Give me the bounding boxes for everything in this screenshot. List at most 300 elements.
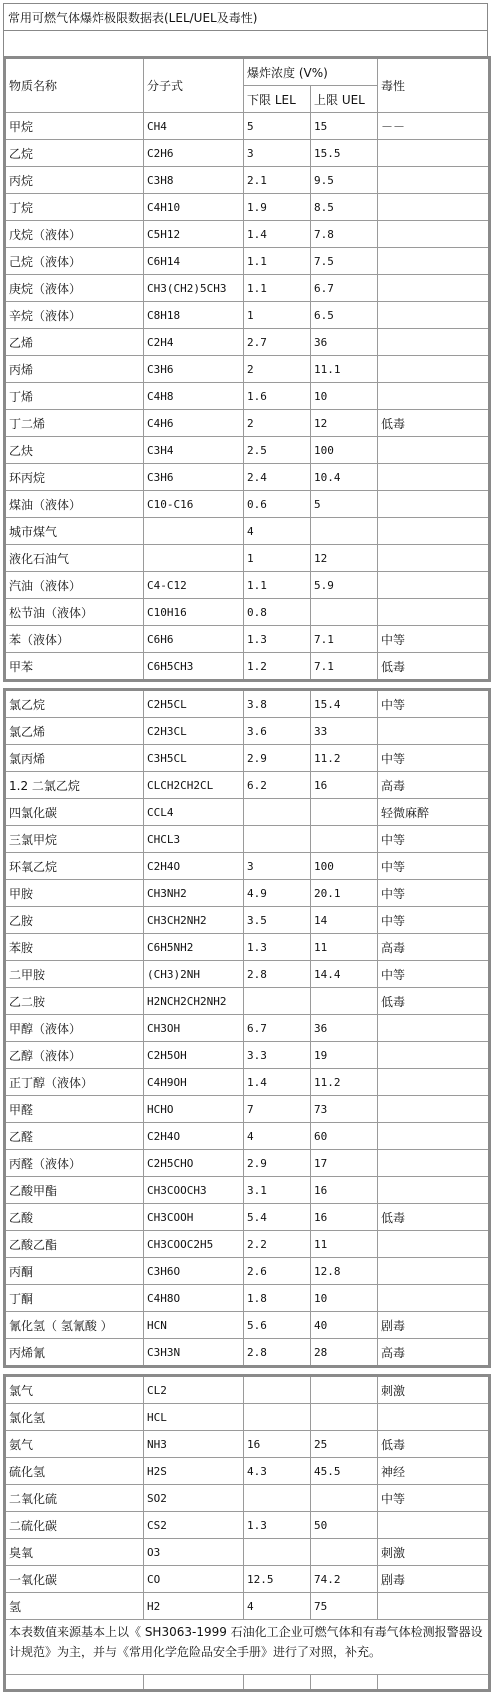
table-row <box>5 1231 490 1258</box>
cell-toxicity <box>378 221 490 248</box>
cell-name: 丙醛（液体） <box>5 1150 144 1177</box>
cell-toxicity: 中等 <box>378 1485 490 1512</box>
cell-lel: 1.1 <box>244 248 311 275</box>
cell-toxicity: 高毒 <box>378 1339 490 1367</box>
cell-formula: (CH3)2NH <box>144 961 244 988</box>
cell-toxicity: 低毒 <box>378 1431 490 1458</box>
cell-lel: 1.2 <box>244 653 311 681</box>
cell-name: 乙酸乙酯 <box>5 1231 144 1258</box>
cell-lel <box>244 1539 311 1566</box>
cell-name: 二硫化碳 <box>5 1512 144 1539</box>
header-row <box>5 58 490 86</box>
cell-uel: 10 <box>311 383 378 410</box>
cell-name: 甲烷 <box>5 113 144 140</box>
cell-lel <box>244 799 311 826</box>
cell-toxicity: 低毒 <box>378 988 490 1015</box>
cell-lel: 5.4 <box>244 1204 311 1231</box>
cell-name: 乙二胺 <box>5 988 144 1015</box>
cell-name: 丙烯 <box>5 356 144 383</box>
cell-formula: C3H8 <box>144 167 244 194</box>
table-row <box>5 329 490 356</box>
cell-toxicity: 剧毒 <box>378 1566 490 1593</box>
cell-toxicity <box>378 1069 490 1096</box>
table-row <box>5 1376 490 1404</box>
cell-formula: C4-C12 <box>144 572 244 599</box>
cell-uel: 11 <box>311 1231 378 1258</box>
cell-formula: C2H3CL <box>144 718 244 745</box>
cell-name: 二氧化硫 <box>5 1485 144 1512</box>
cell-name: 环丙烷 <box>5 464 144 491</box>
cell-formula: C2H5OH <box>144 1042 244 1069</box>
source-note: 本表数值来源基本上以《 SH3063-1999 石油化工企业可燃气体和有毒气体检测报警器设计规范》为主，并与《常用化学危险品安全手册》进行了对照，补充。 <box>5 1620 490 1675</box>
cell-lel: 2.4 <box>244 464 311 491</box>
cell-name: 丁二烯 <box>5 410 144 437</box>
cell-name: 乙醛 <box>5 1123 144 1150</box>
cell-formula: C2H4O <box>144 853 244 880</box>
cell-lel: 3 <box>244 140 311 167</box>
cell-toxicity <box>378 356 490 383</box>
cell-uel: 6.7 <box>311 275 378 302</box>
cell-lel: 1.4 <box>244 1069 311 1096</box>
cell-formula: CHCL3 <box>144 826 244 853</box>
cell-name: 环氧乙烷 <box>5 853 144 880</box>
cell-uel: 28 <box>311 1339 378 1367</box>
cell-formula: CH3COOH <box>144 1204 244 1231</box>
cell-uel: 7.8 <box>311 221 378 248</box>
cell-toxicity: 中等 <box>378 690 490 718</box>
cell-name: 甲醛 <box>5 1096 144 1123</box>
cell-name: 甲苯 <box>5 653 144 681</box>
table-row <box>5 907 490 934</box>
cell-lel: 1.1 <box>244 572 311 599</box>
table-row <box>5 464 490 491</box>
cell-uel: 73 <box>311 1096 378 1123</box>
cell-lel: 2.9 <box>244 745 311 772</box>
cell-formula: CCL4 <box>144 799 244 826</box>
cell-toxicity: 高毒 <box>378 772 490 799</box>
cell-lel: 2 <box>244 356 311 383</box>
cell-toxicity <box>378 1015 490 1042</box>
cell-lel: 1 <box>244 302 311 329</box>
cell-name: 苯（液体） <box>5 626 144 653</box>
table-row <box>5 140 490 167</box>
header-toxicity: 毒性 <box>378 58 490 113</box>
cell-lel: 4.9 <box>244 880 311 907</box>
cell-uel <box>311 599 378 626</box>
cell-uel: 6.5 <box>311 302 378 329</box>
cell-toxicity <box>378 545 490 572</box>
cell-name: 甲胺 <box>5 880 144 907</box>
cell-toxicity: －－ <box>378 113 490 140</box>
cell-toxicity: 中等 <box>378 961 490 988</box>
cell-formula: C6H14 <box>144 248 244 275</box>
cell-formula: C6H6 <box>144 626 244 653</box>
cell-name: 丁烯 <box>5 383 144 410</box>
cell-formula: CH4 <box>144 113 244 140</box>
cell-uel <box>311 988 378 1015</box>
cell-uel: 17 <box>311 1150 378 1177</box>
table-row <box>5 1312 490 1339</box>
table-row <box>5 961 490 988</box>
cell-name: 乙炔 <box>5 437 144 464</box>
cell-uel: 14 <box>311 907 378 934</box>
cell-formula: CH3CH2NH2 <box>144 907 244 934</box>
table-row <box>5 599 490 626</box>
cell-lel: 6.7 <box>244 1015 311 1042</box>
cell-lel: 2.2 <box>244 1231 311 1258</box>
table-row <box>5 1150 490 1177</box>
table-row <box>5 572 490 599</box>
table-row <box>5 383 490 410</box>
table-row <box>5 826 490 853</box>
table-row <box>5 491 490 518</box>
cell-lel: 7 <box>244 1096 311 1123</box>
cell-uel <box>311 1376 378 1404</box>
table-row <box>5 1431 490 1458</box>
cell-uel: 40 <box>311 1312 378 1339</box>
cell-toxicity <box>378 383 490 410</box>
cell-lel: 1.3 <box>244 626 311 653</box>
cell-toxicity <box>378 1231 490 1258</box>
cell-lel: 2.1 <box>244 167 311 194</box>
table-row <box>5 410 490 437</box>
cell-toxicity <box>378 275 490 302</box>
table-row <box>5 799 490 826</box>
cell-formula: C2H6 <box>144 140 244 167</box>
cell-uel: 20.1 <box>311 880 378 907</box>
cell-uel: 16 <box>311 772 378 799</box>
cell-name: 正丁醇（液体） <box>5 1069 144 1096</box>
cell-uel: 10.4 <box>311 464 378 491</box>
cell-name: 硫化氢 <box>5 1458 144 1485</box>
cell-uel: 7.1 <box>311 626 378 653</box>
cell-formula: NH3 <box>144 1431 244 1458</box>
cell-toxicity <box>378 1096 490 1123</box>
cell-name: 氯丙烯 <box>5 745 144 772</box>
cell-uel: 12 <box>311 410 378 437</box>
cell-toxicity <box>378 718 490 745</box>
cell-name: 戊烷（液体） <box>5 221 144 248</box>
page-title: 常用可燃气体爆炸极限数据表(LEL/UEL及毒性) <box>3 3 488 30</box>
table-row <box>5 934 490 961</box>
header-lower: 下限 LEL <box>244 86 311 113</box>
table-row <box>5 437 490 464</box>
cell-name: 乙酸 <box>5 1204 144 1231</box>
cell-uel: 45.5 <box>311 1458 378 1485</box>
cell-formula: O3 <box>144 1539 244 1566</box>
cell-toxicity <box>378 599 490 626</box>
cell-formula <box>144 545 244 572</box>
cell-toxicity <box>378 248 490 275</box>
cell-name: 庚烷（液体） <box>5 275 144 302</box>
cell-toxicity: 低毒 <box>378 410 490 437</box>
cell-toxicity: 中等 <box>378 907 490 934</box>
cell-uel: 14.4 <box>311 961 378 988</box>
table-row <box>5 545 490 572</box>
header-name: 物质名称 <box>5 58 144 113</box>
cell-toxicity: 中等 <box>378 880 490 907</box>
cell-formula: C3H6O <box>144 1258 244 1285</box>
cell-name: 二甲胺 <box>5 961 144 988</box>
cell-formula: HCN <box>144 1312 244 1339</box>
blank-row <box>3 30 488 56</box>
cell-name: 丁酮 <box>5 1285 144 1312</box>
cell-lel: 4 <box>244 1123 311 1150</box>
cell-toxicity <box>378 140 490 167</box>
cell-lel: 2.7 <box>244 329 311 356</box>
table-row <box>5 1593 490 1620</box>
table-hydrocarbons <box>3 56 491 682</box>
table-row <box>5 275 490 302</box>
cell-toxicity: 低毒 <box>378 653 490 681</box>
cell-lel <box>244 1485 311 1512</box>
cell-formula: HCHO <box>144 1096 244 1123</box>
cell-formula: C6H5NH2 <box>144 934 244 961</box>
cell-uel: 33 <box>311 718 378 745</box>
cell-name: 臭氧 <box>5 1539 144 1566</box>
cell-formula <box>144 518 244 545</box>
cell-lel: 6.2 <box>244 772 311 799</box>
cell-name: 氯化氢 <box>5 1404 144 1431</box>
cell-formula: H2NCH2CH2NH2 <box>144 988 244 1015</box>
cell-lel: 2.8 <box>244 1339 311 1367</box>
table-row <box>5 518 490 545</box>
header-upper: 上限 UEL <box>311 86 378 113</box>
cell-name: 1.2 二氯乙烷 <box>5 772 144 799</box>
cell-uel: 74.2 <box>311 1566 378 1593</box>
cell-lel: 3.5 <box>244 907 311 934</box>
cell-formula: CH3(CH2)5CH3 <box>144 275 244 302</box>
cell-toxicity: 中等 <box>378 853 490 880</box>
cell-lel: 1.4 <box>244 221 311 248</box>
table-row <box>5 1404 490 1431</box>
cell-formula: C2H4 <box>144 329 244 356</box>
cell-formula: C2H4O <box>144 1123 244 1150</box>
cell-name: 乙烯 <box>5 329 144 356</box>
cell-name: 四氯化碳 <box>5 799 144 826</box>
cell-lel: 16 <box>244 1431 311 1458</box>
table-row <box>5 1015 490 1042</box>
table-row <box>5 167 490 194</box>
cell-uel: 7.1 <box>311 653 378 681</box>
cell-name: 丙烯氰 <box>5 1339 144 1367</box>
cell-lel: 4 <box>244 518 311 545</box>
cell-toxicity <box>378 464 490 491</box>
cell-uel <box>311 1539 378 1566</box>
cell-name: 氯乙烯 <box>5 718 144 745</box>
cell-toxicity <box>378 518 490 545</box>
cell-toxicity <box>378 491 490 518</box>
cell-toxicity <box>378 437 490 464</box>
cell-name: 城市煤气 <box>5 518 144 545</box>
cell-uel: 5 <box>311 491 378 518</box>
cell-toxicity <box>378 1593 490 1620</box>
cell-lel: 1.9 <box>244 194 311 221</box>
table-row <box>5 194 490 221</box>
cell-formula: C3H5CL <box>144 745 244 772</box>
cell-formula: CO <box>144 1566 244 1593</box>
table-row <box>5 653 490 681</box>
cell-name: 丙酮 <box>5 1258 144 1285</box>
cell-name: 氰化氢（ 氢氰酸 ） <box>5 1312 144 1339</box>
cell-toxicity <box>378 302 490 329</box>
cell-toxicity <box>378 1150 490 1177</box>
cell-formula: C4H8O <box>144 1285 244 1312</box>
cell-toxicity: 高毒 <box>378 934 490 961</box>
cell-toxicity <box>378 1404 490 1431</box>
table-row <box>5 1177 490 1204</box>
table-row <box>5 1458 490 1485</box>
table-row <box>5 302 490 329</box>
cell-lel: 1.1 <box>244 275 311 302</box>
cell-toxicity <box>378 1123 490 1150</box>
cell-name: 松节油（液体） <box>5 599 144 626</box>
cell-uel: 11.1 <box>311 356 378 383</box>
cell-name: 乙烷 <box>5 140 144 167</box>
cell-formula: CS2 <box>144 1512 244 1539</box>
cell-name: 苯胺 <box>5 934 144 961</box>
cell-formula: CH3COOCH3 <box>144 1177 244 1204</box>
cell-lel: 0.6 <box>244 491 311 518</box>
cell-lel: 1 <box>244 545 311 572</box>
cell-lel: 4.3 <box>244 1458 311 1485</box>
table-row <box>5 221 490 248</box>
table-row <box>5 356 490 383</box>
cell-formula: C2H5CHO <box>144 1150 244 1177</box>
cell-toxicity: 刺激 <box>378 1539 490 1566</box>
cell-uel: 60 <box>311 1123 378 1150</box>
cell-name: 己烷（液体） <box>5 248 144 275</box>
table-row <box>5 1339 490 1367</box>
cell-lel: 5 <box>244 113 311 140</box>
cell-lel: 2.8 <box>244 961 311 988</box>
cell-formula: H2S <box>144 1458 244 1485</box>
table-row <box>5 772 490 799</box>
cell-uel: 16 <box>311 1204 378 1231</box>
table-row <box>5 988 490 1015</box>
cell-formula: CLCH2CH2CL <box>144 772 244 799</box>
table-row <box>5 1258 490 1285</box>
cell-toxicity <box>378 1258 490 1285</box>
cell-uel: 15 <box>311 113 378 140</box>
cell-name: 氯乙烷 <box>5 690 144 718</box>
cell-uel <box>311 518 378 545</box>
cell-toxicity: 剧毒 <box>378 1312 490 1339</box>
cell-name: 一氧化碳 <box>5 1566 144 1593</box>
cell-uel: 8.5 <box>311 194 378 221</box>
cell-uel: 36 <box>311 1015 378 1042</box>
cell-formula: H2 <box>144 1593 244 1620</box>
cell-uel <box>311 1485 378 1512</box>
cell-formula: C8H18 <box>144 302 244 329</box>
cell-lel: 2.9 <box>244 1150 311 1177</box>
table-inorganics <box>3 1374 491 1692</box>
cell-name: 辛烷（液体） <box>5 302 144 329</box>
cell-formula: C6H5CH3 <box>144 653 244 681</box>
cell-toxicity: 低毒 <box>378 1204 490 1231</box>
cell-formula: C4H10 <box>144 194 244 221</box>
table-row <box>5 248 490 275</box>
cell-lel <box>244 826 311 853</box>
table-row <box>5 1096 490 1123</box>
table-row <box>5 880 490 907</box>
cell-uel: 15.4 <box>311 690 378 718</box>
cell-toxicity <box>378 572 490 599</box>
cell-lel: 2 <box>244 410 311 437</box>
table-row <box>5 1512 490 1539</box>
cell-formula: HCL <box>144 1404 244 1431</box>
cell-name: 丙烷 <box>5 167 144 194</box>
cell-lel: 3.3 <box>244 1042 311 1069</box>
table-row <box>5 853 490 880</box>
cell-uel: 75 <box>311 1593 378 1620</box>
cell-uel <box>311 799 378 826</box>
cell-uel: 7.5 <box>311 248 378 275</box>
cell-name: 乙酸甲酯 <box>5 1177 144 1204</box>
cell-name: 氨气 <box>5 1431 144 1458</box>
cell-uel: 50 <box>311 1512 378 1539</box>
table-row <box>5 113 490 140</box>
table-row <box>5 1566 490 1593</box>
cell-formula: CH3OH <box>144 1015 244 1042</box>
cell-uel: 11.2 <box>311 1069 378 1096</box>
cell-lel: 2.6 <box>244 1258 311 1285</box>
blank-row <box>5 1675 490 1691</box>
cell-uel: 5.9 <box>311 572 378 599</box>
cell-uel: 12.8 <box>311 1258 378 1285</box>
cell-lel: 1.6 <box>244 383 311 410</box>
cell-uel: 19 <box>311 1042 378 1069</box>
cell-formula: CH3COOC2H5 <box>144 1231 244 1258</box>
cell-formula: C4H9OH <box>144 1069 244 1096</box>
cell-toxicity: 中等 <box>378 826 490 853</box>
cell-toxicity <box>378 1285 490 1312</box>
cell-lel <box>244 1404 311 1431</box>
cell-uel: 9.5 <box>311 167 378 194</box>
table-row <box>5 745 490 772</box>
cell-formula: C3H6 <box>144 464 244 491</box>
cell-uel: 11.2 <box>311 745 378 772</box>
table-organics <box>3 688 491 1368</box>
cell-uel <box>311 1404 378 1431</box>
cell-name: 氢 <box>5 1593 144 1620</box>
cell-name: 三氯甲烷 <box>5 826 144 853</box>
cell-formula: C4H8 <box>144 383 244 410</box>
header-explosive: 爆炸浓度 (V%) <box>244 58 378 86</box>
cell-toxicity <box>378 1177 490 1204</box>
cell-name: 甲醇（液体） <box>5 1015 144 1042</box>
cell-lel <box>244 988 311 1015</box>
cell-formula: C4H6 <box>144 410 244 437</box>
cell-toxicity <box>378 329 490 356</box>
cell-uel: 100 <box>311 437 378 464</box>
cell-formula: CL2 <box>144 1376 244 1404</box>
cell-name: 乙醇（液体） <box>5 1042 144 1069</box>
cell-formula: C10-C16 <box>144 491 244 518</box>
cell-name: 液化石油气 <box>5 545 144 572</box>
cell-lel: 12.5 <box>244 1566 311 1593</box>
cell-uel: 100 <box>311 853 378 880</box>
cell-toxicity <box>378 194 490 221</box>
cell-formula: SO2 <box>144 1485 244 1512</box>
cell-toxicity: 刺激 <box>378 1376 490 1404</box>
cell-uel: 16 <box>311 1177 378 1204</box>
table-row <box>5 718 490 745</box>
table-row <box>5 1042 490 1069</box>
table-row <box>5 1539 490 1566</box>
table-row <box>5 626 490 653</box>
cell-lel: 3.1 <box>244 1177 311 1204</box>
